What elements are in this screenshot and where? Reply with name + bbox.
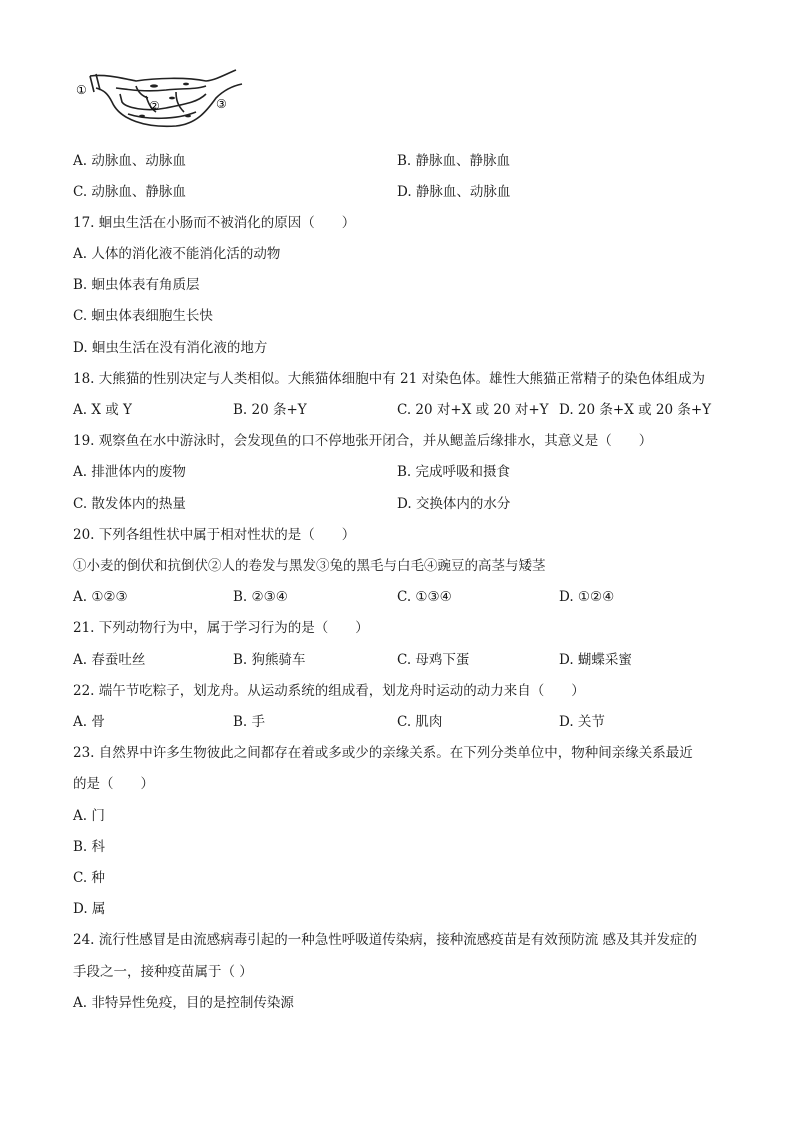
q16-option-a: A. 动脉血、动脉血 <box>73 153 186 169</box>
q20-option-a: A. ①②③ <box>73 589 128 605</box>
q23-option-c: C. 种 <box>73 870 105 886</box>
q20-detail: ①小麦的倒伏和抗倒伏②人的卷发与黑发③兔的黑毛与白毛④豌豆的高茎与矮茎 <box>73 558 546 574</box>
q20-stem: 20. 下列各组性状中属于相对性状的是（ ） <box>73 527 356 543</box>
q24-stem-line-2: 手段之一，接种疫苗属于（ ） <box>73 964 253 980</box>
q21-stem: 21. 下列动物行为中，属于学习行为的是（ ） <box>73 620 369 636</box>
q21-option-d: D. 蝴蝶采蜜 <box>559 652 632 668</box>
figure-label-3: ③ <box>216 97 227 111</box>
q20-option-b: B. ②③④ <box>233 589 288 605</box>
figure-label-1: ① <box>76 83 87 97</box>
q22-option-d: D. 关节 <box>559 714 605 730</box>
q22-option-b: B. 手 <box>233 714 266 730</box>
q16-option-b: B. 静脉血、静脉血 <box>397 153 511 169</box>
q20-option-c: C. ①③④ <box>397 589 452 605</box>
q17-option-b: B. 蛔虫体表有角质层 <box>73 277 200 293</box>
q20-option-d: D. ①②④ <box>559 589 615 605</box>
q17-option-a: A. 人体的消化液不能消化活的动物 <box>73 246 281 262</box>
figure-label-2: ② <box>149 99 160 113</box>
q23-stem-line-1: 23. 自然界中许多生物彼此之间都存在着或多或少的亲缘关系。在下列分类单位中，物种间亲缘关系最近 <box>73 745 693 761</box>
q21-option-a: A. 春蚕吐丝 <box>73 652 146 668</box>
q21-option-c: C. 母鸡下蛋 <box>397 652 470 668</box>
q19-option-d: D. 交换体内的水分 <box>397 496 511 512</box>
q19-option-c: C. 散发体内的热量 <box>73 496 186 512</box>
q23-stem-line-2: 的是（ ） <box>73 776 154 792</box>
q18-option-d: D. 20 条+X 或 20 条+Y <box>559 402 712 418</box>
q18-option-c: C. 20 对+X 或 20 对+Y <box>397 402 549 418</box>
q18-option-a: A. X 或 Y <box>73 402 132 418</box>
q23-option-a: A. 门 <box>73 808 105 824</box>
q18-option-b: B. 20 条+Y <box>233 402 307 418</box>
q16-option-d: D. 静脉血、动脉血 <box>397 184 511 200</box>
q24-stem-line-1: 24. 流行性感冒是由流感病毒引起的一种急性呼吸道传染病，接种流感疫苗是有效预防流 感及其并发症的 <box>73 932 698 948</box>
q22-stem: 22. 端午节吃粽子，划龙舟。从运动系统的组成看，划龙舟时运动的动力来自（ ） <box>73 683 585 699</box>
q22-option-a: A. 骨 <box>73 714 105 730</box>
q17-option-c: C. 蛔虫体表细胞生长快 <box>73 308 213 324</box>
q19-option-b: B. 完成呼吸和摄食 <box>397 464 511 480</box>
capillary-network-figure <box>76 68 244 134</box>
q17-stem: 17. 蛔虫生活在小肠而不被消化的原因（ ） <box>73 215 356 231</box>
q21-option-b: B. 狗熊骑车 <box>233 652 306 668</box>
q23-option-b: B. 科 <box>73 839 106 855</box>
q24-option-a: A. 非特异性免疫，目的是控制传染源 <box>73 995 294 1011</box>
q19-option-a: A. 排泄体内的废物 <box>73 464 186 480</box>
q22-option-c: C. 肌肉 <box>397 714 443 730</box>
q18-stem: 18. 大熊猫的性别决定与人类相似。大熊猫体细胞中有 21 对染色体。雄性大熊猫正常精子的染色体组成为 <box>73 371 706 387</box>
q16-option-c: C. 动脉血、静脉血 <box>73 184 186 200</box>
q17-option-d: D. 蛔虫生活在没有消化液的地方 <box>73 340 268 356</box>
q23-option-d: D. 属 <box>73 901 106 917</box>
q19-stem: 19. 观察鱼在水中游泳时，会发现鱼的口不停地张开闭合，并从鳃盖后缘排水，其意义是（ ） <box>73 433 653 449</box>
